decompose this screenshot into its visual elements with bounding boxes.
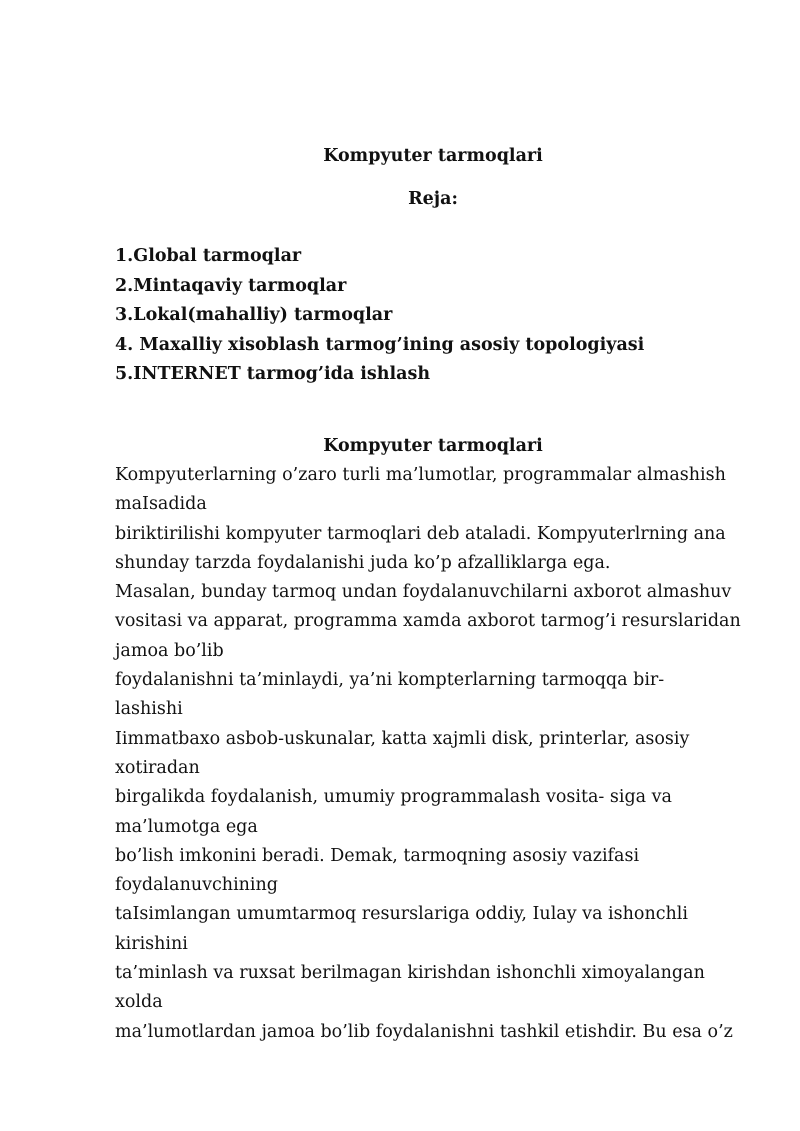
body-line: Iimmatbaxo asbob-uskunalar, katta xajmli disk, printerlar, asosiy: [115, 728, 690, 749]
body-line: Kompyuterlarning o’zaro turli ma’lumotlar, programmalar almashish: [115, 465, 726, 485]
body-line: ta’minlash va ruxsat berilmagan kirishdan ishonchli ximoyalangan: [115, 963, 705, 984]
body-line: taIsimlangan umumtarmoq resurslariga oddiy, Iulay va ishonchli: [115, 904, 688, 925]
body-line: ma’lumotga ega: [115, 816, 258, 837]
body-line: jamoa bo’lib: [115, 640, 224, 661]
plan-item: 1.Global tarmoqlar: [115, 246, 302, 266]
body-line: xotiradan: [115, 757, 200, 778]
document-title: Kompyuter tarmoqlari: [323, 146, 543, 166]
body-line: xolda: [115, 992, 163, 1013]
plan-item: 5.INTERNET tarmog’ida ishlash: [115, 364, 431, 384]
body-line: Masalan, bunday tarmoq undan foydalanuvchilarni axborot almashuv: [115, 582, 732, 603]
plan-list: [115, 246, 644, 394]
plan-item: 4. Maxalliy xisoblash tarmog’ining asosiy topologiyasi: [115, 334, 645, 355]
section-title: Kompyuter tarmoqlari: [323, 436, 543, 456]
body-line: ma’lumotlardan jamoa bo’lib foydalanishni tashkil etishdir. Bu esa o’z: [115, 1021, 733, 1042]
body-line: biriktirilishi kompyuter tarmoqlari deb ataladi. Kompyuterlrning ana: [115, 523, 726, 544]
body-line: foydalanuvchining: [115, 875, 279, 896]
body-line: birgalikda foydalanish, umumiy programmalash vosita- siga va: [115, 787, 672, 808]
plan-item: 2.Mintaqaviy tarmoqlar: [115, 275, 347, 296]
body-line: vositasi va apparat, programma xamda axborot tarmog’i resurslaridan: [115, 611, 741, 632]
plan-heading: Reja:: [408, 189, 458, 209]
body-line: maIsadida: [115, 494, 207, 515]
body-line: kirishini: [115, 933, 188, 954]
plan-item: 3.Lokal(mahalliy) tarmoqlar: [115, 305, 393, 325]
body-line: shunday tarzda foydalanishi juda ko’p afzalliklarga ega.: [115, 552, 611, 573]
body-line: lashishi: [115, 699, 183, 720]
body-paragraph: [115, 465, 755, 1051]
body-line: foydalanishni ta’minlaydi, ya’ni kompterlarning tarmoqqa bir-: [115, 670, 665, 691]
body-line: bo’lish imkonini beradi. Demak, tarmoqning asosiy vazifasi: [115, 845, 640, 866]
